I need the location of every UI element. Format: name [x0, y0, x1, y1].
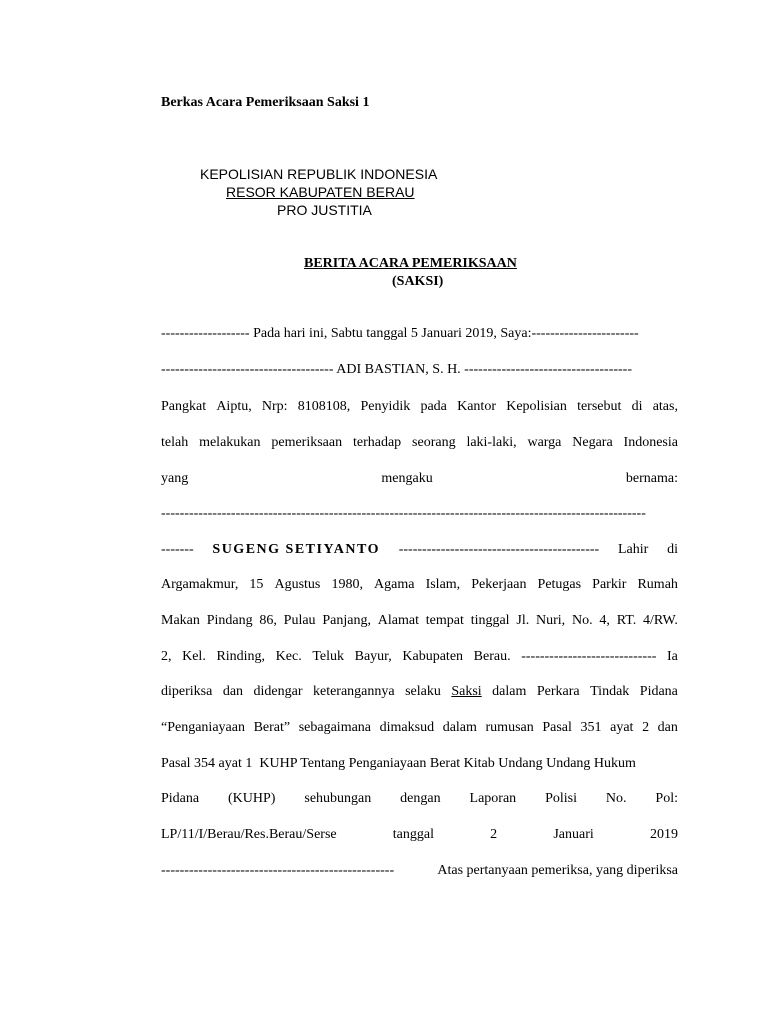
doc-title: BERITA ACARA PEMERIKSAAN	[304, 256, 517, 271]
word: atas,	[652, 399, 678, 414]
word: Nuri,	[536, 613, 566, 628]
word: selaku	[405, 684, 441, 699]
body-line-13-text: Pasal 354 ayat 1 KUHP Tentang Penganiayaan Berat Kitab Undang Undang Hukum	[161, 756, 636, 771]
word: pemeriksaan	[271, 435, 343, 450]
body-line-8	[161, 576, 678, 594]
word: Kepolisian	[506, 399, 567, 414]
word: terhadap	[352, 435, 402, 450]
word: diperiksa	[161, 684, 213, 699]
word: Indonesia	[623, 435, 678, 450]
word: Pidana	[161, 791, 200, 806]
word: RT.	[616, 613, 637, 628]
word: sehubungan	[304, 791, 372, 806]
word: (KUHP)	[228, 791, 276, 806]
body-line-4	[161, 434, 678, 452]
word: 2019	[649, 827, 678, 842]
word: Pol:	[655, 791, 678, 806]
body-line-5	[161, 470, 678, 488]
body-line-14	[161, 790, 678, 808]
body-line-1-text: ------------------- Pada hari ini, Sabtu tanggal 5 Januari 2019, Saya:-----------------------	[161, 326, 639, 341]
report-number: LP/11/I/Berau/Res.Berau/Serse	[161, 827, 337, 842]
word: Jl.	[516, 613, 530, 628]
word: 1980,	[331, 577, 363, 592]
word: dan	[657, 720, 678, 735]
word: No.	[605, 791, 627, 806]
word: Rumah	[637, 577, 678, 592]
body-line-2	[161, 361, 678, 379]
word: sebagaimana	[298, 720, 372, 735]
word: Pekerjaan	[471, 577, 527, 592]
word: Ia	[667, 649, 678, 664]
body-line-16	[161, 862, 678, 880]
word: telah	[161, 435, 189, 450]
word: Lahir	[617, 542, 649, 557]
header-resort: RESOR KABUPATEN BERAU	[226, 184, 415, 200]
word: Berat”	[253, 720, 291, 735]
word: tempat	[425, 613, 464, 628]
word: dimaksud	[379, 720, 435, 735]
word: Rinding,	[216, 649, 266, 664]
word: Pindang	[206, 613, 253, 628]
word: tanggal	[392, 827, 434, 842]
word: Alamat	[377, 613, 419, 628]
word: yang	[161, 471, 189, 486]
dashes: -------------------------------------------	[398, 542, 600, 557]
body-line-12	[161, 719, 678, 737]
word: Penyidik	[360, 399, 411, 414]
word: 2	[490, 827, 498, 842]
body-line-7	[161, 541, 678, 559]
word: di	[631, 399, 643, 414]
word: Argamakmur,	[161, 577, 239, 592]
word: di	[667, 542, 678, 557]
body-line-10	[161, 648, 678, 666]
word: bernama:	[625, 471, 678, 486]
word: Kabupaten	[402, 649, 464, 664]
word: Polisi	[545, 791, 577, 806]
word: dalam	[492, 684, 527, 699]
word: Perkara	[536, 684, 580, 699]
word: 15	[249, 577, 264, 592]
word: Aiptu,	[216, 399, 252, 414]
word: No.	[571, 613, 593, 628]
word: “Penganiayaan	[161, 720, 245, 735]
word: Pasal	[542, 720, 572, 735]
word: Kantor	[457, 399, 496, 414]
word: Tindak	[590, 684, 630, 699]
word: Panjang,	[322, 613, 371, 628]
word: keterangannya	[312, 684, 395, 699]
word: Parkir	[592, 577, 627, 592]
word: 2	[642, 720, 650, 735]
witness-role: Saksi	[451, 684, 482, 699]
body-line-2-text: ------------------------------------- ADI BASTIAN, S. H. ------------------------------------	[161, 362, 633, 377]
word: didengar	[253, 684, 303, 699]
word: Januari	[553, 827, 594, 842]
body-line-3	[161, 398, 678, 416]
word: Nrp:	[261, 399, 288, 414]
word: Laporan	[469, 791, 517, 806]
word: rumusan	[485, 720, 534, 735]
word: ayat	[610, 720, 634, 735]
word: Bayur,	[354, 649, 392, 664]
header-pro-justitia: PRO JUSTITIA	[277, 202, 372, 218]
word: melakukan	[199, 435, 261, 450]
separator-dashes: --------------------------------------------------------------------------------------------------------	[161, 506, 646, 521]
word: mengaku	[381, 471, 433, 486]
word: Makan	[161, 613, 200, 628]
header-institution: KEPOLISIAN REPUBLIK INDONESIA	[200, 166, 438, 182]
word: dan	[222, 684, 244, 699]
word: 351	[580, 720, 602, 735]
word: Pangkat	[161, 399, 207, 414]
body-line-1	[161, 325, 678, 343]
body-line-13	[161, 755, 678, 773]
word: tinggal	[470, 613, 510, 628]
body-line-15	[161, 826, 678, 844]
word: Negara	[572, 435, 613, 450]
word: Kel.	[182, 649, 206, 664]
word: 2,	[161, 649, 172, 664]
body-line-6	[161, 505, 678, 523]
word: 86,	[259, 613, 277, 628]
word: dengan	[400, 791, 441, 806]
word: pada	[420, 399, 447, 414]
word: Petugas	[537, 577, 582, 592]
word: 8108108,	[297, 399, 351, 414]
word: Agustus	[274, 577, 321, 592]
word: Pidana	[639, 684, 678, 699]
word: seorang	[412, 435, 456, 450]
word: Agama	[374, 577, 415, 592]
dashes: --------------------------------------------------	[161, 863, 395, 878]
word: 4/RW.	[643, 613, 678, 628]
word: laki-laki,	[466, 435, 517, 450]
body-line-16-text: Atas pertanyaan pemeriksa, yang diperiksa	[437, 863, 678, 878]
word: tersebut	[577, 399, 622, 414]
word: Islam,	[425, 577, 461, 592]
dashes: -----------------------------	[521, 649, 657, 664]
body-line-11	[161, 683, 678, 701]
page-title: Berkas Acara Pemeriksaan Saksi 1	[161, 95, 370, 110]
word: Pulau	[283, 613, 316, 628]
word: Berau.	[473, 649, 511, 664]
word: Teluk	[312, 649, 345, 664]
witness-name: SUGENG SETIYANTO	[212, 542, 380, 557]
doc-subtitle: (SAKSI)	[392, 274, 444, 289]
word: 4,	[599, 613, 610, 628]
word: Kec.	[275, 649, 302, 664]
dashes: -------	[161, 542, 194, 557]
body-line-9	[161, 612, 678, 630]
word: dalam	[442, 720, 477, 735]
word: warga	[527, 435, 562, 450]
